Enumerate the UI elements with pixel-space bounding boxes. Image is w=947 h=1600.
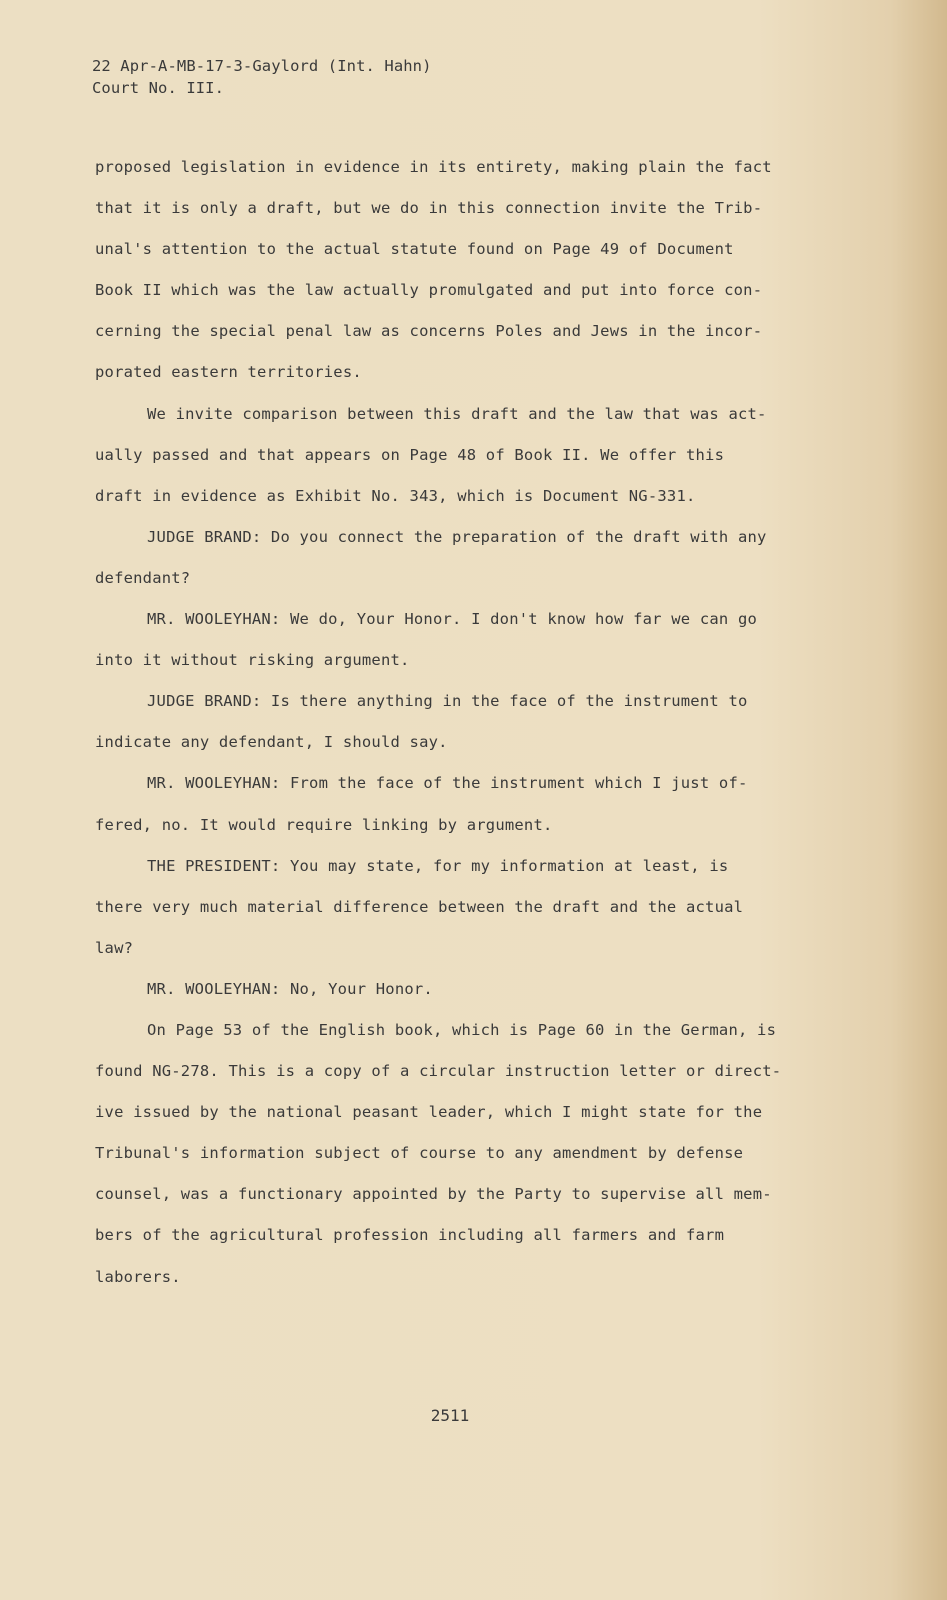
text-line: porated eastern territories. (95, 363, 362, 382)
text-line: cerning the special penal law as concerns Poles and Jews in the incor- (95, 322, 763, 341)
text-line: counsel, was a functionary appointed by the Party to supervise all mem- (95, 1185, 772, 1204)
text-line: ually passed and that appears on Page 48 of Book II. We offer this (95, 445, 725, 464)
text-line: ive issued by the national peasant leader, which I might state for the (95, 1103, 763, 1122)
text-line: We invite comparison between this draft and the law that was act- (147, 404, 767, 423)
text-line: MR. WOOLEYHAN: From the face of the instrument which I just of- (147, 774, 748, 793)
text-line: MR. WOOLEYHAN: No, Your Honor. (147, 979, 433, 998)
text-line: bers of the agricultural profession including all farmers and farm (95, 1226, 725, 1245)
text-line: law? (95, 938, 134, 957)
text-line: that it is only a draft, but we do in this connection invite the Trib- (95, 199, 763, 218)
text-line: Book II which was the law actually promulgated and put into force con- (95, 281, 763, 300)
page-number: 2511 (430, 1406, 470, 1425)
text-line: into it without risking argument. (95, 651, 410, 670)
text-line: JUDGE BRAND: Do you connect the preparation of the draft with any (147, 527, 767, 546)
text-line: there very much material difference between the draft and the actual (95, 897, 744, 916)
document-header (92, 55, 432, 99)
transcript-body (95, 156, 865, 1307)
text-line: laborers. (95, 1267, 181, 1286)
text-line: defendant? (95, 568, 191, 587)
text-line: unal's attention to the actual statute found on Page 49 of Document (95, 240, 734, 259)
text-line: indicate any defendant, I should say. (95, 733, 448, 752)
text-line: found NG-278. This is a copy of a circular instruction letter or direct- (95, 1062, 782, 1081)
text-line: fered, no. It would require linking by argument. (95, 815, 553, 834)
text-line: proposed legislation in evidence in its entirety, making plain the fact (95, 158, 772, 176)
text-line: On Page 53 of the English book, which is Page 60 in the German, is (147, 1020, 777, 1039)
text-line: Tribunal's information subject of course to any amendment by defense (95, 1144, 744, 1163)
text-line: JUDGE BRAND: Is there anything in the face of the instrument to (147, 692, 748, 711)
text-line: MR. WOOLEYHAN: We do, Your Honor. I don't know how far we can go (147, 610, 758, 629)
text-line: THE PRESIDENT: You may state, for my information at least, is (147, 856, 729, 875)
header-court-number: Court No. III. (92, 79, 225, 97)
header-case-reference: 22 Apr-A-MB-17-3-Gaylord (Int. Hahn) (92, 57, 432, 75)
text-line: draft in evidence as Exhibit No. 343, which is Document NG-331. (95, 486, 696, 505)
